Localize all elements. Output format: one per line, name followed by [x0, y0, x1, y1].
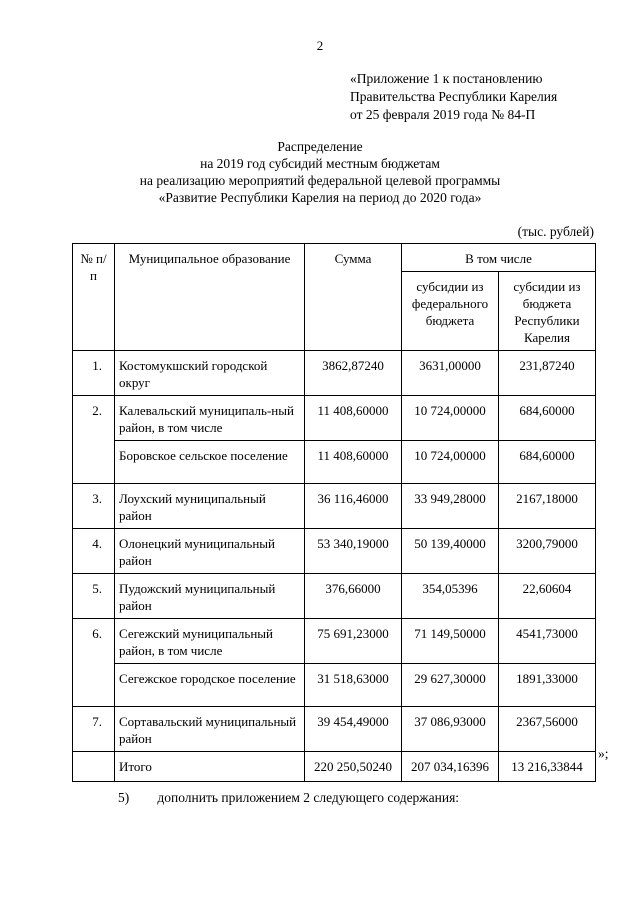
sum-cell: 11 408,60000 — [305, 396, 402, 441]
table-row — [73, 664, 596, 707]
document-title — [0, 138, 640, 206]
title-line: на реализацию мероприятий федеральной целевой программы — [139, 173, 501, 188]
republic-subsidy-cell: 684,60000 — [499, 441, 596, 484]
sum-cell: 11 408,60000 — [305, 441, 402, 484]
municipality-cell: Калевальский муниципаль-ный район, в том числе — [115, 396, 305, 441]
table-row — [73, 441, 596, 484]
federal-subsidy-cell: 37 086,93000 — [402, 707, 499, 752]
table-row — [73, 619, 596, 664]
table-row — [73, 752, 596, 782]
federal-subsidy-cell: 3631,00000 — [402, 351, 499, 396]
row-number — [73, 752, 115, 782]
sum-cell: 376,66000 — [305, 574, 402, 619]
republic-subsidy-cell: 2367,56000 — [499, 707, 596, 752]
row-number: 4. — [73, 529, 115, 574]
federal-subsidy-cell: 71 149,50000 — [402, 619, 499, 664]
page-number: 2 — [316, 38, 324, 53]
municipality-cell: Лоухский муниципальный район — [115, 484, 305, 529]
sum-cell: 220 250,50240 — [305, 752, 402, 782]
title-line: на 2019 год субсидий местным бюджетам — [200, 156, 440, 171]
header-republic: субсидии из бюджета Республики Карелия — [499, 272, 596, 351]
republic-subsidy-cell: 4541,73000 — [499, 619, 596, 664]
republic-subsidy-cell: 2167,18000 — [499, 484, 596, 529]
municipality-cell: Сегежский муниципальный район, в том числе — [115, 619, 305, 664]
federal-subsidy-cell: 207 034,16396 — [402, 752, 499, 782]
item-text: дополнить приложением 2 следующего содержания: — [157, 790, 460, 805]
header-including: В том числе — [402, 244, 596, 272]
federal-subsidy-cell: 10 724,00000 — [402, 396, 499, 441]
municipality-cell: Костомукшский городской округ — [115, 351, 305, 396]
row-number: 7. — [73, 707, 115, 752]
row-number: 6. — [73, 619, 115, 707]
table-row — [73, 707, 596, 752]
table-body — [73, 351, 596, 782]
republic-subsidy-cell: 684,60000 — [499, 396, 596, 441]
table-row — [73, 574, 596, 619]
distribution-table — [72, 243, 596, 782]
row-number: 3. — [73, 484, 115, 529]
amendment-item — [118, 790, 459, 806]
units-label: (тыс. рублей) — [517, 224, 594, 239]
title-line: Распределение — [277, 139, 363, 154]
appendix-line: Правительства Республики Карелия — [350, 89, 558, 104]
sum-cell: 36 116,46000 — [305, 484, 402, 529]
republic-subsidy-cell: 22,60604 — [499, 574, 596, 619]
table-row — [73, 396, 596, 441]
municipality-cell: Боровское сельское поселение — [115, 441, 305, 484]
sum-cell: 39 454,49000 — [305, 707, 402, 752]
table-row — [73, 351, 596, 396]
sum-cell: 31 518,63000 — [305, 664, 402, 707]
table-row — [73, 529, 596, 574]
sum-cell: 3862,87240 — [305, 351, 402, 396]
header-federal: субсидии из федерального бюджета — [402, 272, 499, 351]
municipality-cell: Олонецкий муниципальный район — [115, 529, 305, 574]
row-number: 1. — [73, 351, 115, 396]
republic-subsidy-cell: 3200,79000 — [499, 529, 596, 574]
header-num: № п/п — [73, 244, 115, 351]
title-line: «Развитие Республики Карелия на период до 2020 года» — [158, 190, 482, 205]
municipality-cell: Пудожский муниципальный район — [115, 574, 305, 619]
sum-cell: 75 691,23000 — [305, 619, 402, 664]
municipality-cell: Итого — [115, 752, 305, 782]
federal-subsidy-cell: 50 139,40000 — [402, 529, 499, 574]
header-municipality: Муниципальное образование — [115, 244, 305, 351]
republic-subsidy-cell: 13 216,33844 — [499, 752, 596, 782]
federal-subsidy-cell: 33 949,28000 — [402, 484, 499, 529]
header-sum: Сумма — [305, 244, 402, 351]
closing-quote: »; — [598, 746, 609, 761]
row-number: 2. — [73, 396, 115, 484]
federal-subsidy-cell: 29 627,30000 — [402, 664, 499, 707]
sum-cell: 53 340,19000 — [305, 529, 402, 574]
municipality-cell: Сортавальский муниципальный район — [115, 707, 305, 752]
row-number: 5. — [73, 574, 115, 619]
item-number: 5) — [118, 790, 130, 805]
republic-subsidy-cell: 231,87240 — [499, 351, 596, 396]
appendix-reference — [350, 70, 620, 124]
federal-subsidy-cell: 354,05396 — [402, 574, 499, 619]
municipality-cell: Сегежское городское поселение — [115, 664, 305, 707]
republic-subsidy-cell: 1891,33000 — [499, 664, 596, 707]
table-row — [73, 484, 596, 529]
appendix-line: «Приложение 1 к постановлению — [350, 71, 543, 86]
appendix-line: от 25 февраля 2019 года № 84-П — [350, 107, 536, 122]
federal-subsidy-cell: 10 724,00000 — [402, 441, 499, 484]
